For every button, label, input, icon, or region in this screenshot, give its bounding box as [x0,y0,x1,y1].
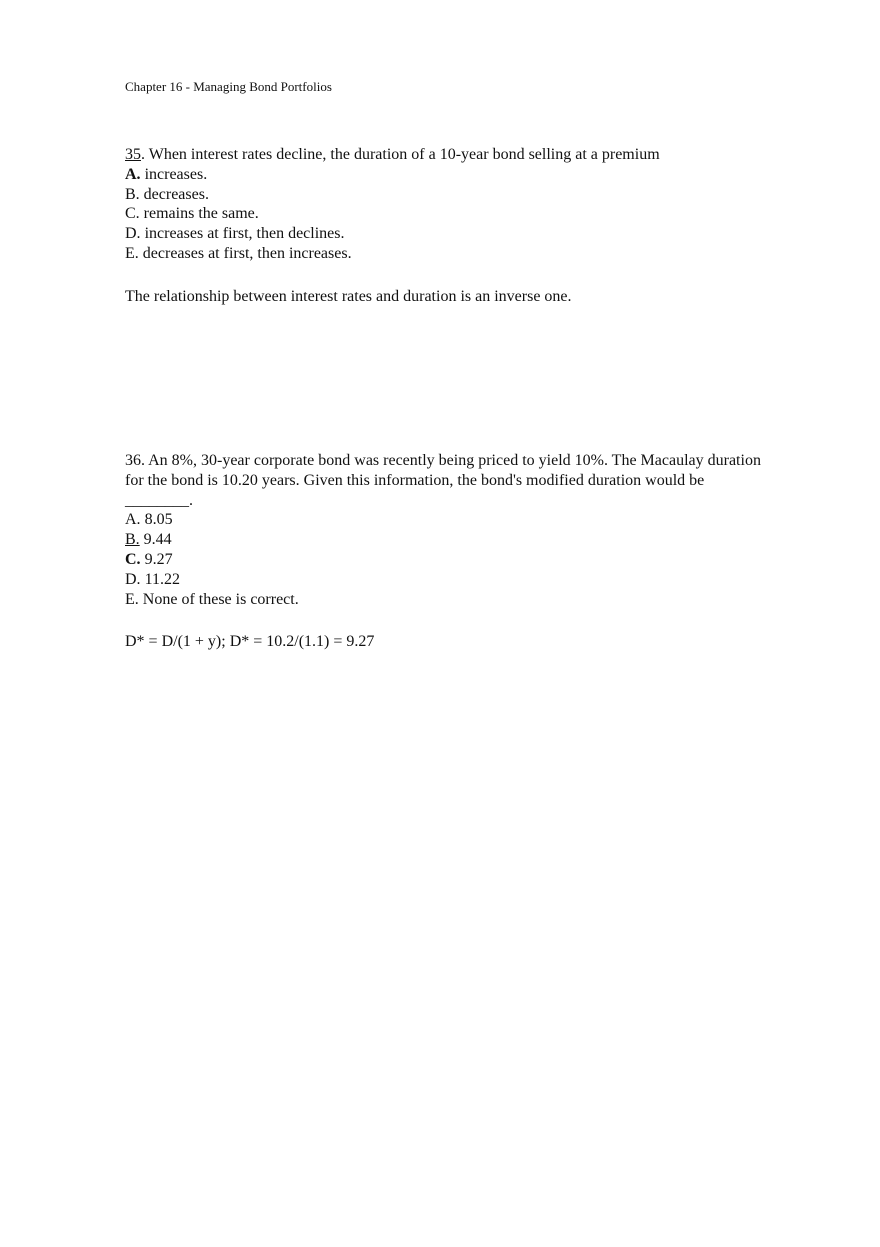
option-e [125,590,765,610]
option-text: 11.22 [140,570,180,588]
option-text: None of these is correct. [138,590,299,608]
option-text: 8.05 [140,511,173,529]
option-letter: A. [125,511,141,529]
option-a [125,165,765,185]
option-letter: E. [125,590,139,608]
option-text: decreases. [139,185,209,203]
question-36 [125,451,765,652]
option-text: decreases at first, then increases. [138,244,352,262]
question-number: 35 [125,146,141,163]
option-letter: B. [125,531,140,549]
question-stem-text: . When interest rates decline, the duration of a 10-year bond selling at a premium [141,146,660,163]
option-letter: D. [125,225,141,243]
option-d [125,570,765,590]
option-text: increases at first, then declines. [140,225,345,243]
chapter-header: Chapter 16 - Managing Bond Portfolios [125,79,332,94]
option-letter: D. [125,570,141,588]
option-b [125,185,765,205]
question-stem [125,145,765,165]
option-text: 9.44 [139,531,172,549]
option-text: increases. [140,165,208,183]
option-letter: B. [125,185,140,203]
explanation: D* = D/(1 + y); D* = 10.2/(1.1) = 9.27 [125,633,375,651]
option-c [125,550,765,570]
option-text: remains the same. [139,205,259,223]
question-35 [125,145,765,307]
option-b [125,530,765,550]
option-letter: E. [125,244,139,262]
option-letter: C. [125,205,140,223]
option-d [125,224,765,244]
explanation: The relationship between interest rates and duration is an inverse one. [125,287,572,305]
option-c [125,204,765,224]
option-a [125,510,765,530]
option-text: 9.27 [140,550,173,568]
question-stem: 36. An 8%, 30-year corporate bond was recently being priced to yield 10%. The Macaulay duration for the bond is 10.20 years. Given this information, the bond's modified duration would be ________. [125,452,761,509]
option-letter: A. [125,165,141,183]
option-letter: C. [125,550,141,568]
option-e [125,244,765,264]
